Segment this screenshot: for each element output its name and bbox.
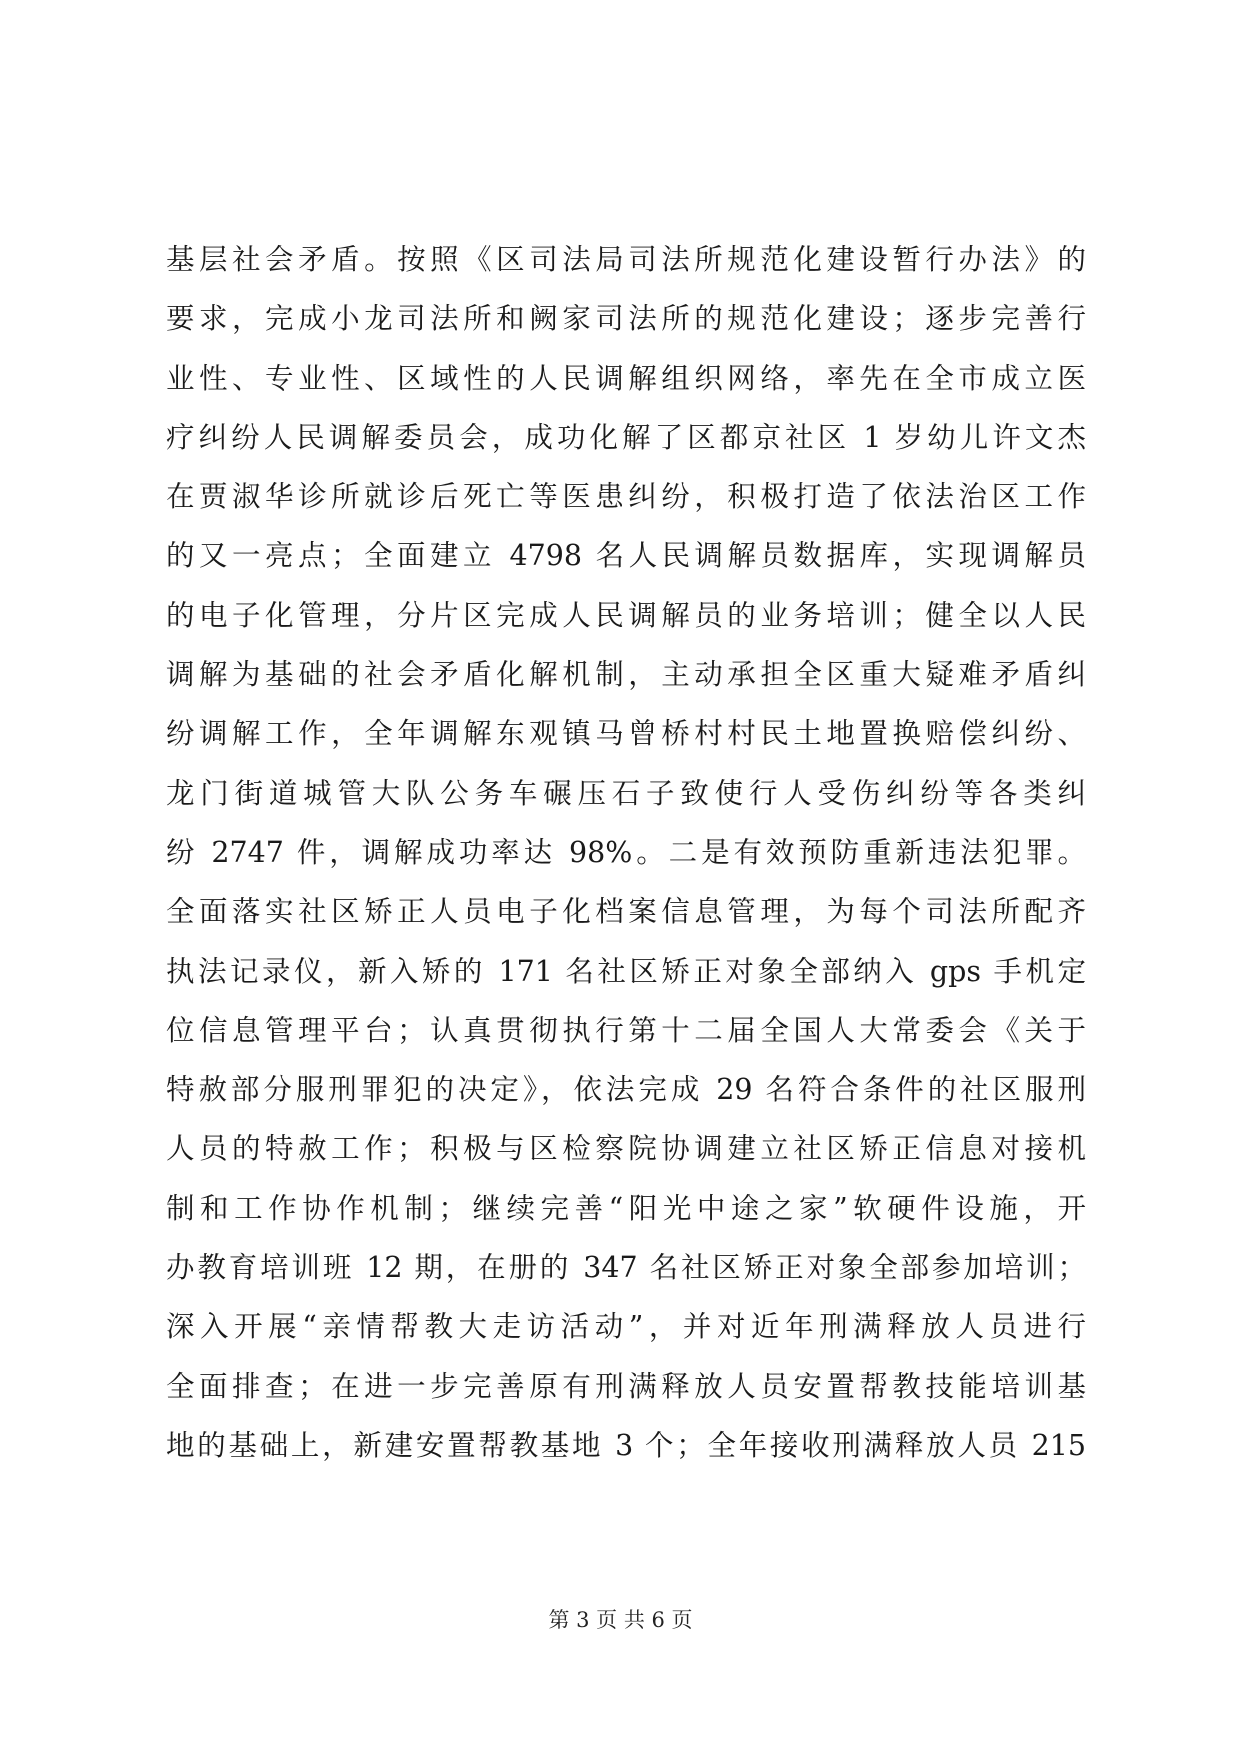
text-line: 纷调解工作，全年调解东观镇马曾桥村村民土地置换赔偿纠纷、: [166, 717, 1086, 751]
text-line: 执法记录仪，新入矫的 171 名社区矫正对象全部纳入 gps 手机定: [166, 954, 1086, 988]
text-line: 特赦部分服刑罪犯的决定》，依法完成 29 名符合条件的社区服刑: [166, 1073, 1086, 1107]
text-line: 位信息管理平台；认真贯彻执行第十二届全国人大常委会《关于: [166, 1013, 1086, 1047]
text-line: 的又一亮点；全面建立 4798 名人民调解员数据库，实现调解员: [166, 539, 1086, 573]
text-line: 业性、专业性、区域性的人民调解组织网络，率先在全市成立医: [166, 361, 1086, 395]
text-line: 地的基础上，新建安置帮教基地 3 个；全年接收刑满释放人员 215: [166, 1428, 1086, 1462]
page-number-footer: 第 3 页 共 6 页: [548, 1608, 693, 1632]
text-line: 全面排查；在进一步完善原有刑满释放人员安置帮教技能培训基: [166, 1369, 1086, 1403]
text-line: 办教育培训班 12 期，在册的 347 名社区矫正对象全部参加培训；: [166, 1251, 1086, 1285]
text-line: 全面落实社区矫正人员电子化档案信息管理，为每个司法所配齐: [166, 895, 1086, 929]
text-line: 在贾淑华诊所就诊后死亡等医患纠纷，积极打造了依法治区工作: [166, 480, 1086, 514]
text-line: 制和工作协作机制；继续完善“阳光中途之家”软硬件设施，开: [166, 1191, 1086, 1225]
text-line: 的电子化管理，分片区完成人民调解员的业务培训；健全以人民: [166, 598, 1086, 632]
text-line: 疗纠纷人民调解委员会，成功化解了区都京社区 1 岁幼儿许文杰: [166, 420, 1086, 454]
text-line: 纷 2747 件，调解成功率达 98%。二是有效预防重新违法犯罪。: [166, 835, 1086, 869]
text-line: 深入开展“亲情帮教大走访活动”，并对近年刑满释放人员进行: [166, 1310, 1086, 1344]
text-line: 人员的特赦工作；积极与区检察院协调建立社区矫正信息对接机: [166, 1132, 1086, 1166]
body-paragraph: [166, 230, 1086, 1475]
text-line: 要求，完成小龙司法所和阙家司法所的规范化建设；逐步完善行: [166, 302, 1086, 336]
text-line: 调解为基础的社会矛盾化解机制，主动承担全区重大疑难矛盾纠: [166, 658, 1086, 692]
text-line: 基层社会矛盾。按照《区司法局司法所规范化建设暂行办法》的: [166, 243, 1086, 276]
text-line: 龙门街道城管大队公务车碾压石子致使行人受伤纠纷等各类纠: [166, 776, 1086, 810]
